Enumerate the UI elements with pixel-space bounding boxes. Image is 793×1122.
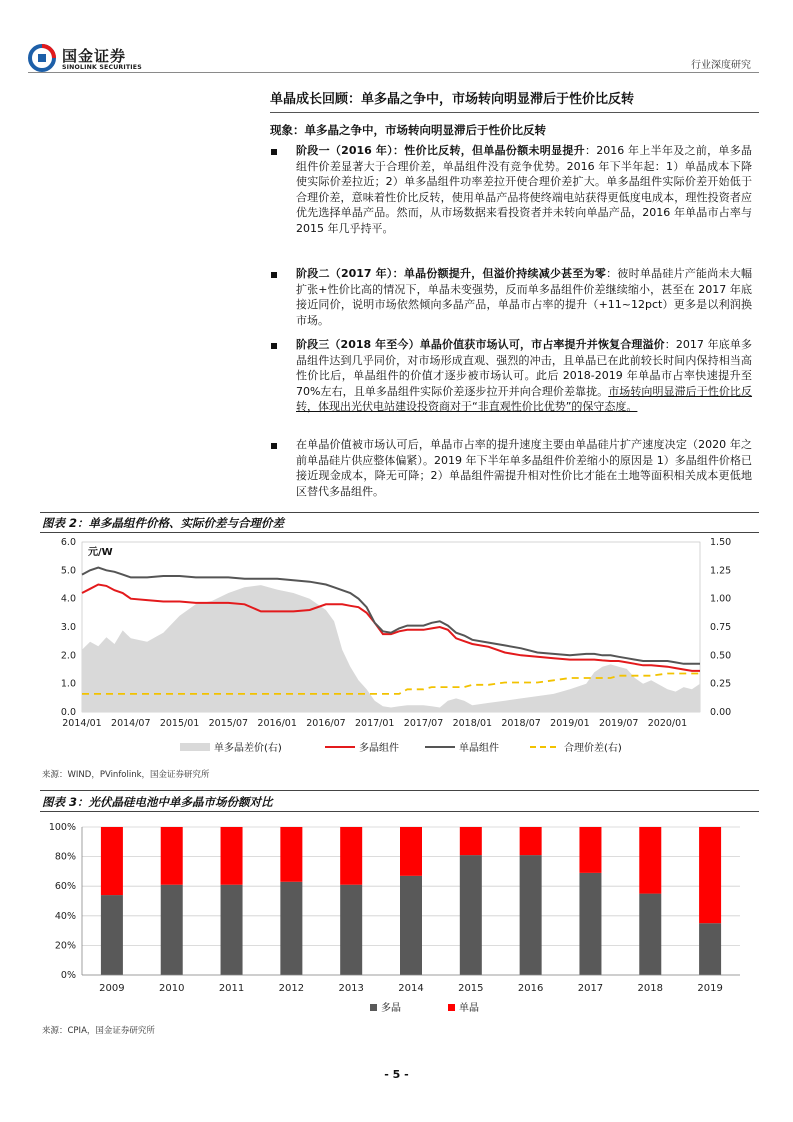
legend-label: 单晶	[459, 1003, 479, 1014]
y-tick-label: 60%	[54, 881, 76, 893]
left-tick-label: 4.0	[60, 593, 76, 605]
x-tick-label: 2019/01	[550, 718, 590, 729]
x-tick-label: 2017	[577, 983, 604, 994]
figure-3-source: 来源：CPIA，国金证券研究所	[42, 1026, 155, 1036]
section-title: 单晶成长回顾：单多晶之争中，市场转向明显滞后于性价比反转	[270, 92, 635, 107]
legend-swatch	[448, 1004, 455, 1011]
chart-axes	[49, 822, 740, 994]
left-tick-label: 1.0	[60, 678, 76, 690]
x-tick-label: 2018	[637, 983, 663, 994]
page-number: - 5 -	[384, 1068, 409, 1081]
bar-单晶-2017	[579, 827, 601, 873]
right-tick-label: 0.50	[710, 650, 732, 662]
figure-2-title: 图表 2：单多晶组件价格、实际价差与合理价差	[42, 516, 285, 530]
legend-swatch	[370, 1004, 377, 1011]
bar-多晶-2019	[699, 923, 721, 975]
x-tick-label: 2016	[517, 983, 544, 994]
bullet-underlined-conclusion: 市场转向明显滞后于性价比反转，体现出光伏电站建设投资商对于“非直观性价比优势”的保守态度。	[296, 384, 753, 414]
logo-mark-icon	[28, 44, 56, 72]
figure-2-source: 来源：WIND，PVinfolink，国金证券研究所	[42, 770, 210, 780]
x-tick-label: 2014/07	[111, 718, 151, 729]
y-tick-label: 80%	[54, 851, 76, 863]
bar-多晶-2016	[520, 855, 542, 975]
bullet-marker	[271, 272, 277, 278]
legend-label: 多晶组件	[359, 743, 399, 754]
right-tick-label: 1.00	[710, 593, 732, 605]
logo-en: SINOLINK SECURITIES	[62, 64, 142, 71]
figure-divider	[40, 811, 759, 812]
figure-3-title: 图表 3：光伏晶硅电池中单多晶市场份额对比	[42, 795, 273, 809]
bar-单晶-2009	[101, 827, 123, 895]
phenomenon-heading: 现象：单多晶之争中，市场转向明显滞后于性价比反转	[270, 123, 546, 137]
x-tick-label: 2020/01	[647, 718, 688, 729]
x-tick-label: 2015	[458, 983, 484, 994]
y-tick-label: 20%	[54, 940, 76, 952]
bullet-body: ：2017 年底单多晶组件达到几乎同价，对市场形成直观、强烈的冲击，且单晶已在此前较长时间内保持相当高性价比后，单晶组件的价值才逐步被市场认可。此后 2018-2019 年单晶市占率快速提升至 70%左右，且单多晶组件实际价差逐步拉开并向合理价差靠拢。	[296, 338, 752, 398]
series-area-单多晶差价(右)	[82, 585, 700, 712]
figure-divider	[40, 512, 759, 513]
x-tick-label: 2013	[338, 983, 364, 994]
legend-label: 合理价差(右)	[564, 743, 622, 754]
bar-多晶-2017	[579, 873, 601, 975]
bullet-lead: 阶段二（2017 年）：单晶份额提升，但溢价持续减少甚至为零	[296, 267, 607, 280]
bar-多晶-2015	[460, 855, 482, 975]
x-tick-label: 2014/01	[62, 718, 102, 729]
legend-swatch	[180, 743, 210, 751]
bar-多晶-2009	[101, 895, 123, 975]
bar-单晶-2019	[699, 827, 721, 923]
bar-单晶-2012	[280, 827, 302, 882]
x-tick-label: 2014	[398, 983, 424, 994]
bar-单晶-2015	[460, 827, 482, 855]
bullet-body: ：彼时单晶硅片产能尚未大幅扩张+性价比高的情况下，单晶未变强势，反而单多晶组件价差继续缩小，甚至在 2017 年底接近同价，说明市场依然倾向多晶产品，单晶市占率的提升（+11~12pct）更多是以利润换市场。	[296, 267, 752, 327]
chart-legend	[370, 1001, 479, 1014]
figure-divider	[40, 532, 759, 533]
right-tick-label: 0.75	[710, 622, 732, 633]
bullet-body: 在单晶价值被市场认可后，单晶市占率的提升速度主要由单晶硅片扩产速度决定（2020 年之前单晶硅片供应整体偏紧）。2019 年下半年单多晶组件价差缩小的原因是 1）多晶组件价格已接近现金成本，降无可降；2）单晶组件需提升相对性价比才能在土地等面积相关成本更低地区替代多晶组件。	[296, 438, 752, 498]
left-tick-label: 2.0	[60, 650, 76, 662]
x-tick-label: 2017/01	[355, 718, 395, 729]
legend-label: 多晶	[381, 1003, 401, 1014]
bar-多晶-2012	[280, 882, 302, 975]
bullet-body: ：2016 年上半年及之前，单多晶组件价差显著大于合理价差，单晶组件没有竞争优势。2016 年下半年起：1）单晶成本下降使实际价差拉近；2）单多晶组件功率差拉开使合理价差扩大。单多晶组件实际价差开始低于合理价差，意味着性价比反转，使用单晶产品将使终端电站获得更低度电成本，理性投资者应优先选择单晶产品。然而，从市场数据来看投资者并未转向单晶产品，2016 年单晶市占率与 2015 年几乎持平。	[296, 144, 752, 235]
legend-label: 单晶组件	[459, 743, 499, 754]
report-category: 行业深度研究	[691, 60, 751, 71]
left-tick-label: 0.0	[60, 707, 76, 718]
bar-多晶-2010	[161, 885, 183, 975]
bar-单晶-2011	[221, 827, 243, 885]
x-tick-label: 2015/07	[208, 718, 249, 729]
bar-多晶-2014	[400, 876, 422, 975]
bar-series	[101, 827, 721, 975]
left-tick-label: 6.0	[60, 537, 76, 548]
x-tick-label: 2016/01	[257, 718, 297, 729]
figure-divider	[40, 790, 759, 791]
section-divider	[270, 112, 759, 113]
y-tick-label: 40%	[54, 910, 76, 922]
bullet-marker	[271, 149, 277, 155]
bullet-paragraph-1	[296, 143, 752, 237]
bullet-lead: 阶段三（2018 年至今）单晶价值获市场认可，市占率提升并恢复合理溢价	[296, 338, 665, 351]
bar-单晶-2014	[400, 827, 422, 876]
bullet-marker	[271, 443, 277, 449]
bar-单晶-2010	[161, 827, 183, 885]
bar-单晶-2018	[639, 827, 661, 894]
unit-label: 元/W	[88, 547, 113, 558]
bullet-paragraph-3	[296, 337, 752, 415]
x-tick-label: 2009	[99, 983, 125, 994]
left-tick-label: 3.0	[60, 622, 76, 633]
header-divider	[28, 72, 759, 73]
x-tick-label: 2010	[159, 983, 185, 994]
market-share-chart	[40, 815, 759, 1020]
price-spread-chart	[40, 534, 759, 764]
x-tick-label: 2015/01	[159, 718, 200, 729]
logo-cn: 国金证券	[62, 47, 127, 65]
spread-area-series	[82, 585, 700, 712]
bullet-paragraph-2	[296, 266, 752, 328]
bullet-lead: 阶段一（2016 年）：性价比反转，但单晶份额未明显提升	[296, 144, 585, 157]
bullet-marker	[271, 343, 277, 349]
y-tick-label: 0%	[60, 970, 76, 981]
legend-label: 单多晶差价(右)	[214, 743, 282, 754]
right-tick-label: 1.25	[710, 565, 732, 577]
right-tick-label: 1.50	[710, 537, 732, 548]
x-tick-label: 2019	[697, 983, 723, 994]
x-tick-label: 2019/07	[598, 718, 639, 729]
x-tick-label: 2017/07	[403, 718, 444, 729]
bar-单晶-2016	[520, 827, 542, 855]
chart-legend	[180, 741, 622, 754]
left-tick-label: 5.0	[60, 565, 76, 577]
bar-单晶-2013	[340, 827, 362, 885]
bullet-paragraph-4	[296, 437, 752, 499]
bar-多晶-2013	[340, 885, 362, 975]
x-tick-label: 2012	[278, 983, 305, 994]
bar-多晶-2011	[221, 885, 243, 975]
bar-多晶-2018	[639, 894, 661, 975]
x-tick-label: 2018/07	[501, 718, 541, 729]
y-tick-label: 100%	[48, 822, 76, 833]
right-tick-label: 0.00	[710, 707, 732, 718]
right-tick-label: 0.25	[710, 678, 732, 690]
x-tick-label: 2011	[218, 983, 245, 994]
x-tick-label: 2016/07	[306, 718, 346, 729]
x-tick-label: 2018/01	[452, 718, 493, 729]
